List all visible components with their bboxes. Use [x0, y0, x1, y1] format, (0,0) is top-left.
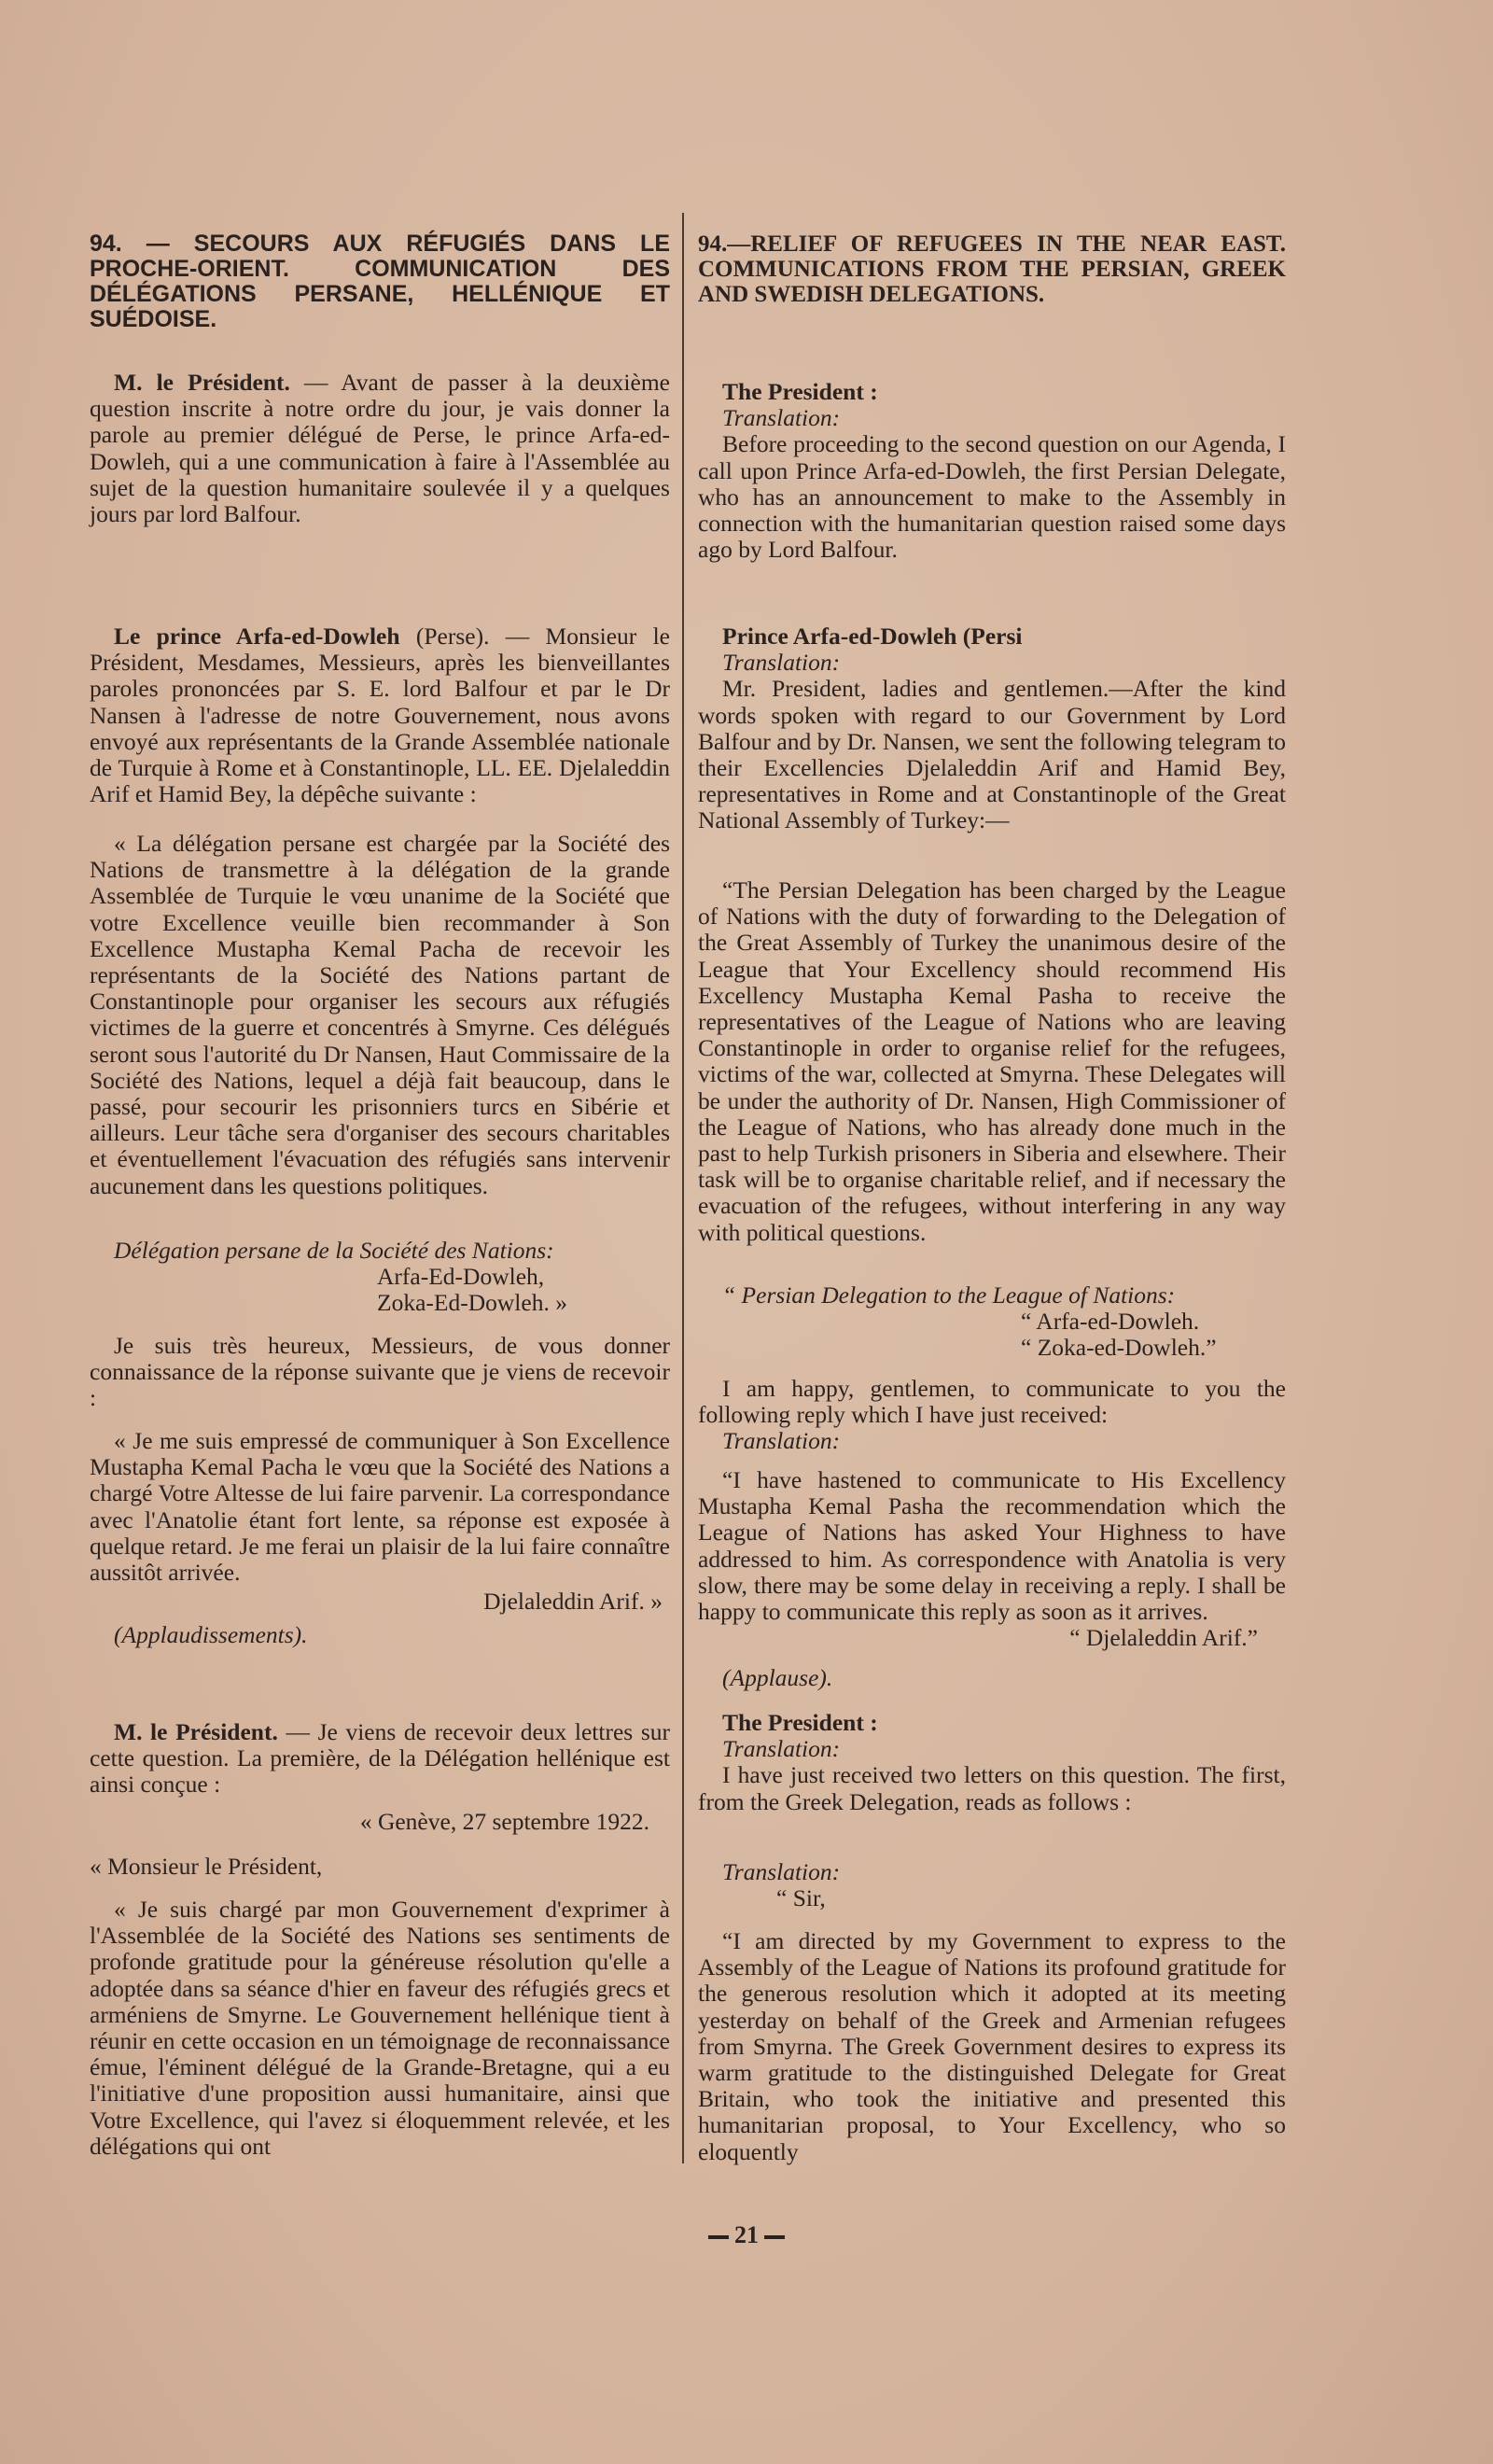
english-speaker-2: Prince Arfa-ed-Dowleh (Persi — [722, 623, 1023, 650]
english-quote-2: “I have hastened to communicate to His Excellency Mustapha Kemal Pasha the recommendation which the League of Nations has asked Your Highness to have addressed to him. As correspondence with Anatolia is very slow, there may be some delay in receiving a reply. I shall be happy to communicate this reply as soon as it arrives. — [698, 1466, 1286, 1626]
speaker-name: M. le Président. — [114, 369, 290, 396]
signatory-2: Zoka-Ed-Dowleh. » — [377, 1289, 567, 1317]
french-quote-2-signature: Djelaleddin Arif. » — [483, 1588, 663, 1615]
page-number — [0, 2221, 1493, 2249]
letter-salutation: « Monsieur le Président, — [90, 1853, 323, 1880]
dash-decoration — [764, 2235, 785, 2239]
dash-decoration — [708, 2235, 729, 2239]
page-number-text: 21 — [734, 2221, 759, 2248]
english-quote-1: “The Persian Delegation has been charged by the League of Nations with the duty of forwarding to the Delegation of the Great Assembly of Turkey the unanimous desire of the League that Your Excellency should recommend His Excellency Mustapha Kemal Pasha to receive the representatives of the League of Nations who are leaving Constantinople in order to organise relief for the refugees, victims of the war, collected at Smyrna. These Delegates will be under the authority of Dr. Nansen, High Commissioner of the League of Nations, who has already done much in the past to help Turkish prisoners in Siberia and elsewhere. Their task will be to organise charitable relief, and if necessary the evacuation of the refugees, without interfering in any way with political questions. — [698, 876, 1286, 1246]
english-heading: 94.—RELIEF OF REFUGEES IN THE NEAR EAST. COMMUNICATIONS FROM THE PERSIAN, GREEK AND SWEDISH DELEGATIONS. — [698, 231, 1286, 307]
french-applause: (Applaudissements). — [114, 1621, 308, 1648]
english-paragraph-4: I have just received two letters on this question. The first, from the Greek Delegation, reads as follows : — [698, 1761, 1286, 1815]
french-paragraph-4 — [90, 1719, 670, 1799]
french-quote-2: « Je me suis empressé de communiquer à Son Excellence Mustapha Kemal Pacha le vœu que la Société des Nations a chargé Votre Altesse de lui faire parvenir. La correspondance avec l'Anatolie étant fort lente, sa réponse est exposée à quelque retard. Je me ferai un plaisir de la lui faire connaître aussitôt arrivée. — [90, 1427, 670, 1587]
translation-label: Translation: — [722, 404, 841, 432]
paragraph-text: — Avant de passer à la deuxième question inscrite à notre ordre du jour, je vais donner la parole au premier délégué de Perse, le prince Arfa-ed-Dowleh, qui a une communication à faire à l'Assemblée au sujet de la question humanitaire soulevée il y a quelques jours par lord Balfour. — [90, 369, 670, 528]
paragraph-text: — Je viens de recevoir deux lettres sur cette question. La première, de la Délégation hellénique est ainsi conçue : — [90, 1718, 670, 1799]
english-quote-2-signature: “ Djelaleddin Arif.” — [1069, 1624, 1258, 1652]
english-paragraph-5: “I am directed by my Government to express to the Assembly of the League of Nations its profound gratitude for the generous resolution which it adopted at its meeting yesterday on behalf of the Greek and Armenian refugees from Smyrna. The Greek Government desires to express its warm gratitude to the distinguished Delegate for Great Britain, who took the initiative and presented this humanitarian proposal, to Your Excellency, who so eloquently — [698, 1927, 1286, 2165]
french-paragraph-5: « Je suis chargé par mon Gouvernement d'exprimer à l'Assemblée de la Société des Nations ses sentiments de profonde gratitude pour la généreuse résolution qu'elle a adoptée dans sa séance d'hier en faveur des réfugiés grecs et arméniens de Smyrne. Le Gouvernement hellénique tient à réunir en cette occasion en un témoignage de reconnaissance émue, l'éminent délégué de la Grande-Bretagne, qui a eu l'initiative d'une proposition aussi humanitaire, ainsi que Votre Excellence, qui l'avez si éloquemment relevée, et les délégations qui ont — [90, 1896, 670, 2160]
english-quote-1-signature: “ Persian Delegation to the League of Nations: — [722, 1281, 1176, 1309]
column-divider — [682, 213, 684, 2163]
english-paragraph-1: Before proceeding to the second question on our Agenda, I call upon Prince Arfa-ed-Dowleh, the first Persian Delegate, who has an announcement to make to the Assembly in connection with the humanitarian question raised some days ago by Lord Balfour. — [698, 430, 1286, 564]
french-paragraph-3: Je suis très heureux, Messieurs, de vous donner connaissance de la réponse suivante que je viens de recevoir : — [90, 1332, 670, 1412]
english-applause: (Applause). — [722, 1664, 833, 1691]
speaker-name: Le prince Arfa-ed-Dowleh — [114, 623, 400, 650]
paragraph-text: (Perse). — Monsieur le Président, Mesdames, Messieurs, après les bienveillantes paroles prononcées par S. E. lord Balfour et par le Dr Nansen à l'adresse de notre Gouvernement, nous avons envoyé aux représentants de la Grande Assemblée nationale de Turquie à Rome et à Constantinople, LL. EE. Djelaleddin Arif et Hamid Bey, la dépêche suivante : — [90, 623, 670, 808]
french-paragraph-1 — [90, 370, 670, 527]
letter-salutation: “ Sir, — [776, 1884, 826, 1912]
speaker-name: M. le Président. — [114, 1718, 278, 1745]
signatory-2: “ Zoka-ed-Dowleh.” — [1021, 1334, 1217, 1362]
english-paragraph-2: Mr. President, ladies and gentlemen.—After the kind words spoken with regard to our Government by Lord Balfour and by Dr. Nansen, we sent the following telegram to their Excellencies Djelaleddin Arif and Hamid Bey, representatives in Rome and at Constantinople of the Great National Assembly of Turkey:— — [698, 675, 1286, 834]
french-heading: 94. — SECOURS AUX RÉFUGIÉS DANS LE PROCHE-ORIENT. COMMUNICATION DES DÉLÉGATIONS PERSANE, HELLÉNIQUE ET SUÉDOISE. — [90, 231, 670, 332]
signatory-1: Arfa-Ed-Dowleh, — [377, 1263, 545, 1291]
french-quote-1: « La délégation persane est chargée par la Société des Nations de transmettre à la délégation de la grande Assemblée de Turquie le vœu unanime de la Société que votre Excellence veuille bien recommander à Son Excellence Mustapha Kemal Pacha de recevoir les représentants de la Société des Nations partant de Constantinople pour organiser les secours aux réfugiés victimes de la guerre et concentrés à Smyrne. Ces délégués seront sous l'autorité du Dr Nansen, Haut Commissaire de la Société des Nations, lequel a déjà fait beaucoup, dans le passé, pour secourir les prisonniers turcs en Sibérie et ailleurs. Leur tâche sera d'organiser des secours charitables et éventuellement l'évacuation des réfugiés sans intervenir aucunement dans les questions politiques. — [90, 830, 670, 1199]
letter-date: « Genève, 27 septembre 1922. — [359, 1808, 649, 1835]
english-speaker-3: The President : — [722, 1709, 878, 1736]
french-paragraph-2 — [90, 623, 670, 807]
translation-label: Translation: — [722, 1735, 841, 1763]
signatory-1: “ Arfa-ed-Dowleh. — [1021, 1308, 1200, 1336]
translation-label: Translation: — [722, 1858, 841, 1885]
english-paragraph-3: I am happy, gentlemen, to communicate to you the following reply which I have just received: — [698, 1375, 1286, 1429]
translation-label: Translation: — [722, 649, 841, 677]
english-speaker-1: The President : — [722, 378, 878, 405]
translation-label: Translation: — [722, 1427, 841, 1455]
french-quote-1-signature: Délégation persane de la Société des Nations: — [114, 1237, 554, 1264]
